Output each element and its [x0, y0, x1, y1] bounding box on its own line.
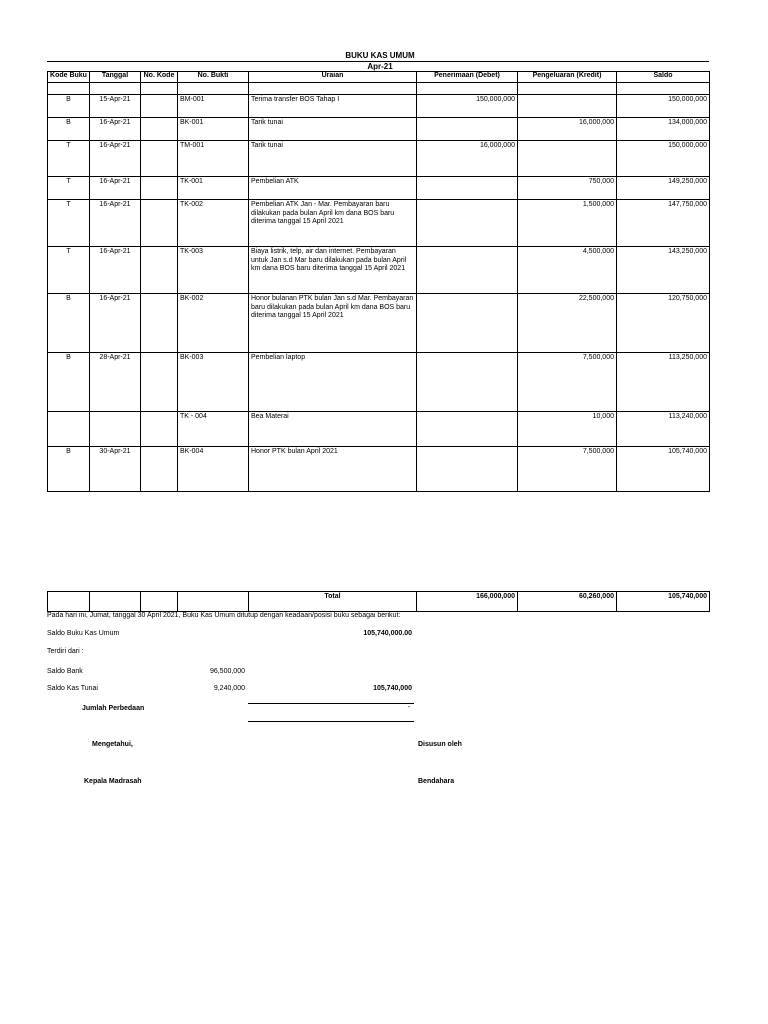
row-kredit	[518, 141, 617, 177]
table-cell	[617, 83, 710, 95]
row-no-kode	[141, 247, 178, 294]
row-kredit: 1,500,000	[518, 200, 617, 247]
row-no-kode	[141, 447, 178, 492]
row-uraian: Tarik tunai	[249, 118, 417, 141]
total-saldo: 105,740,000	[617, 592, 710, 612]
row-tanggal: 16-Apr-21	[90, 247, 141, 294]
row-kredit: 10,000	[518, 412, 617, 447]
row-uraian: Pembelian ATK	[249, 177, 417, 200]
row-kredit	[518, 95, 617, 118]
ledger-table	[47, 71, 710, 492]
table-row-spacer	[48, 83, 710, 95]
row-tanggal: 28-Apr-21	[90, 353, 141, 412]
row-kode-buku: B	[48, 118, 90, 141]
table-row	[48, 247, 710, 294]
row-no-bukti: BM-001	[178, 95, 249, 118]
saldo-bank-label: Saldo Bank	[47, 668, 83, 675]
row-kode-buku: T	[48, 200, 90, 247]
document-period: Apr-21	[367, 62, 393, 71]
row-no-bukti: TK-003	[178, 247, 249, 294]
saldo-bku-label: Saldo Buku Kas Umum	[47, 630, 120, 637]
row-saldo: 105,740,000	[617, 447, 710, 492]
terdiri-label: Terdiri dari :	[47, 648, 84, 655]
row-debet	[417, 118, 518, 141]
row-no-kode	[141, 353, 178, 412]
row-saldo: 113,240,000	[617, 412, 710, 447]
row-no-kode	[141, 95, 178, 118]
subtotal-value: 105,740,000	[373, 685, 412, 692]
row-saldo: 150,000,000	[617, 95, 710, 118]
row-kode-buku: T	[48, 141, 90, 177]
table-row	[48, 118, 710, 141]
total-label: Total	[249, 592, 417, 612]
row-debet	[417, 247, 518, 294]
row-saldo: 143,250,000	[617, 247, 710, 294]
row-uraian: Honor PTK bulan April 2021	[249, 447, 417, 492]
row-uraian: Terima transfer BOS Tahap I	[249, 95, 417, 118]
row-debet	[417, 412, 518, 447]
row-debet: 16,000,000	[417, 141, 518, 177]
total-debet: 166,000,000	[417, 592, 518, 612]
ledger-header-row	[48, 72, 710, 83]
saldo-kas-label: Saldo Kas Tunai	[47, 685, 98, 692]
document-title: BUKU KAS UMUM	[345, 51, 415, 60]
table-row	[48, 447, 710, 492]
signature-right-bottom: Bendahara	[418, 778, 455, 785]
row-kode-buku: T	[48, 247, 90, 294]
table-row	[48, 412, 710, 447]
row-kredit: 7,500,000	[518, 353, 617, 412]
row-kredit: 7,500,000	[518, 447, 617, 492]
row-no-kode	[141, 412, 178, 447]
row-no-bukti: TM-001	[178, 141, 249, 177]
row-saldo: 147,750,000	[617, 200, 710, 247]
total-table	[47, 591, 710, 612]
row-saldo: 134,000,000	[617, 118, 710, 141]
saldo-kas-value: 9,240,000	[213, 685, 245, 692]
closing-statement: Pada hari ini, Jumat, tanggal 30 April 2021, Buku Kas Umum ditutup dengan keadaan/posisi buku sebagai berikut:	[47, 612, 401, 619]
row-saldo: 120,750,000	[617, 294, 710, 353]
signature-left-bottom: Kepala Madrasah	[84, 778, 142, 785]
saldo-bku-value: 105,740,000.00	[363, 630, 412, 637]
table-cell	[417, 83, 518, 95]
table-cell	[178, 592, 249, 612]
row-uraian: Biaya listrik, telp, air dan internet. Pembayaran untuk Jan s.d Mar baru dilakukan pada bulan April km dana BOS baru diterima tanggal 15 April 2021	[249, 247, 417, 294]
row-debet	[417, 447, 518, 492]
row-debet	[417, 353, 518, 412]
row-debet	[417, 200, 518, 247]
row-tanggal: 15-Apr-21	[90, 95, 141, 118]
row-no-kode	[141, 118, 178, 141]
signature-right-top: Disusun oleh	[418, 741, 462, 748]
table-row	[48, 294, 710, 353]
row-debet	[417, 294, 518, 353]
total-row	[48, 592, 710, 612]
row-no-bukti: BK-002	[178, 294, 249, 353]
table-cell	[141, 83, 178, 95]
col-header-kode-buku: Kode Buku	[48, 72, 90, 83]
row-no-bukti: TK-002	[178, 200, 249, 247]
row-tanggal: 30-Apr-21	[90, 447, 141, 492]
perbedaan-value: -	[407, 704, 410, 711]
row-no-bukti: BK-001	[178, 118, 249, 141]
row-no-bukti: BK-004	[178, 447, 249, 492]
row-tanggal	[90, 412, 141, 447]
col-header-kredit: Pengeluaran (Kredit)	[518, 72, 617, 83]
row-debet	[417, 177, 518, 200]
row-uraian: Pembelian laptop	[249, 353, 417, 412]
table-row	[48, 200, 710, 247]
row-uraian: Honor bulanan PTK bulan Jan s.d Mar. Pembayaran baru dilakukan pada bulan April km dana BOS baru diterima tanggal 15 April 2021	[249, 294, 417, 353]
table-cell	[48, 83, 90, 95]
row-kode-buku: T	[48, 177, 90, 200]
row-uraian: Tarik tunai	[249, 141, 417, 177]
row-saldo: 150,000,000	[617, 141, 710, 177]
row-kode-buku: B	[48, 353, 90, 412]
row-kredit: 22,500,000	[518, 294, 617, 353]
row-no-kode	[141, 177, 178, 200]
row-kode-buku: B	[48, 95, 90, 118]
row-tanggal: 16-Apr-21	[90, 200, 141, 247]
table-row	[48, 177, 710, 200]
row-kredit: 750,000	[518, 177, 617, 200]
row-no-bukti: BK-003	[178, 353, 249, 412]
table-cell	[141, 592, 178, 612]
row-kredit: 4,500,000	[518, 247, 617, 294]
col-header-saldo: Saldo	[617, 72, 710, 83]
table-cell	[518, 83, 617, 95]
row-tanggal: 16-Apr-21	[90, 118, 141, 141]
table-cell	[48, 592, 90, 612]
row-no-kode	[141, 141, 178, 177]
row-tanggal: 16-Apr-21	[90, 141, 141, 177]
col-header-no-kode: No. Kode	[141, 72, 178, 83]
table-row	[48, 353, 710, 412]
row-no-kode	[141, 200, 178, 247]
perbedaan-label: Jumlah Perbedaan	[82, 705, 145, 712]
row-uraian: Bea Materai	[249, 412, 417, 447]
col-header-tanggal: Tanggal	[90, 72, 141, 83]
table-cell	[90, 83, 141, 95]
table-cell	[249, 83, 417, 95]
row-debet: 150,000,000	[417, 95, 518, 118]
col-header-debet: Penerimaan (Debet)	[417, 72, 518, 83]
row-uraian: Pembelian ATK Jan - Mar. Pembayaran baru dilakukan pada bulan April km dana BOS baru diterima tanggal 15 April 2021	[249, 200, 417, 247]
row-no-kode	[141, 294, 178, 353]
table-cell	[90, 592, 141, 612]
row-kode-buku	[48, 412, 90, 447]
row-no-bukti: TK-001	[178, 177, 249, 200]
row-saldo: 113,250,000	[617, 353, 710, 412]
perbedaan-divider	[248, 721, 414, 722]
row-no-bukti: TK - 004	[178, 412, 249, 447]
row-kode-buku: B	[48, 294, 90, 353]
row-tanggal: 16-Apr-21	[90, 294, 141, 353]
col-header-no-bukti: No. Bukti	[178, 72, 249, 83]
row-saldo: 149,250,000	[617, 177, 710, 200]
table-cell	[178, 83, 249, 95]
col-header-uraian: Uraian	[249, 72, 417, 83]
table-row	[48, 141, 710, 177]
row-kode-buku: B	[48, 447, 90, 492]
signature-left-top: Mengetahui,	[92, 741, 133, 748]
row-kredit: 16,000,000	[518, 118, 617, 141]
total-kredit: 60,260,000	[518, 592, 617, 612]
row-tanggal: 16-Apr-21	[90, 177, 141, 200]
saldo-bank-value: 96,500,000	[209, 668, 245, 675]
table-row	[48, 95, 710, 118]
